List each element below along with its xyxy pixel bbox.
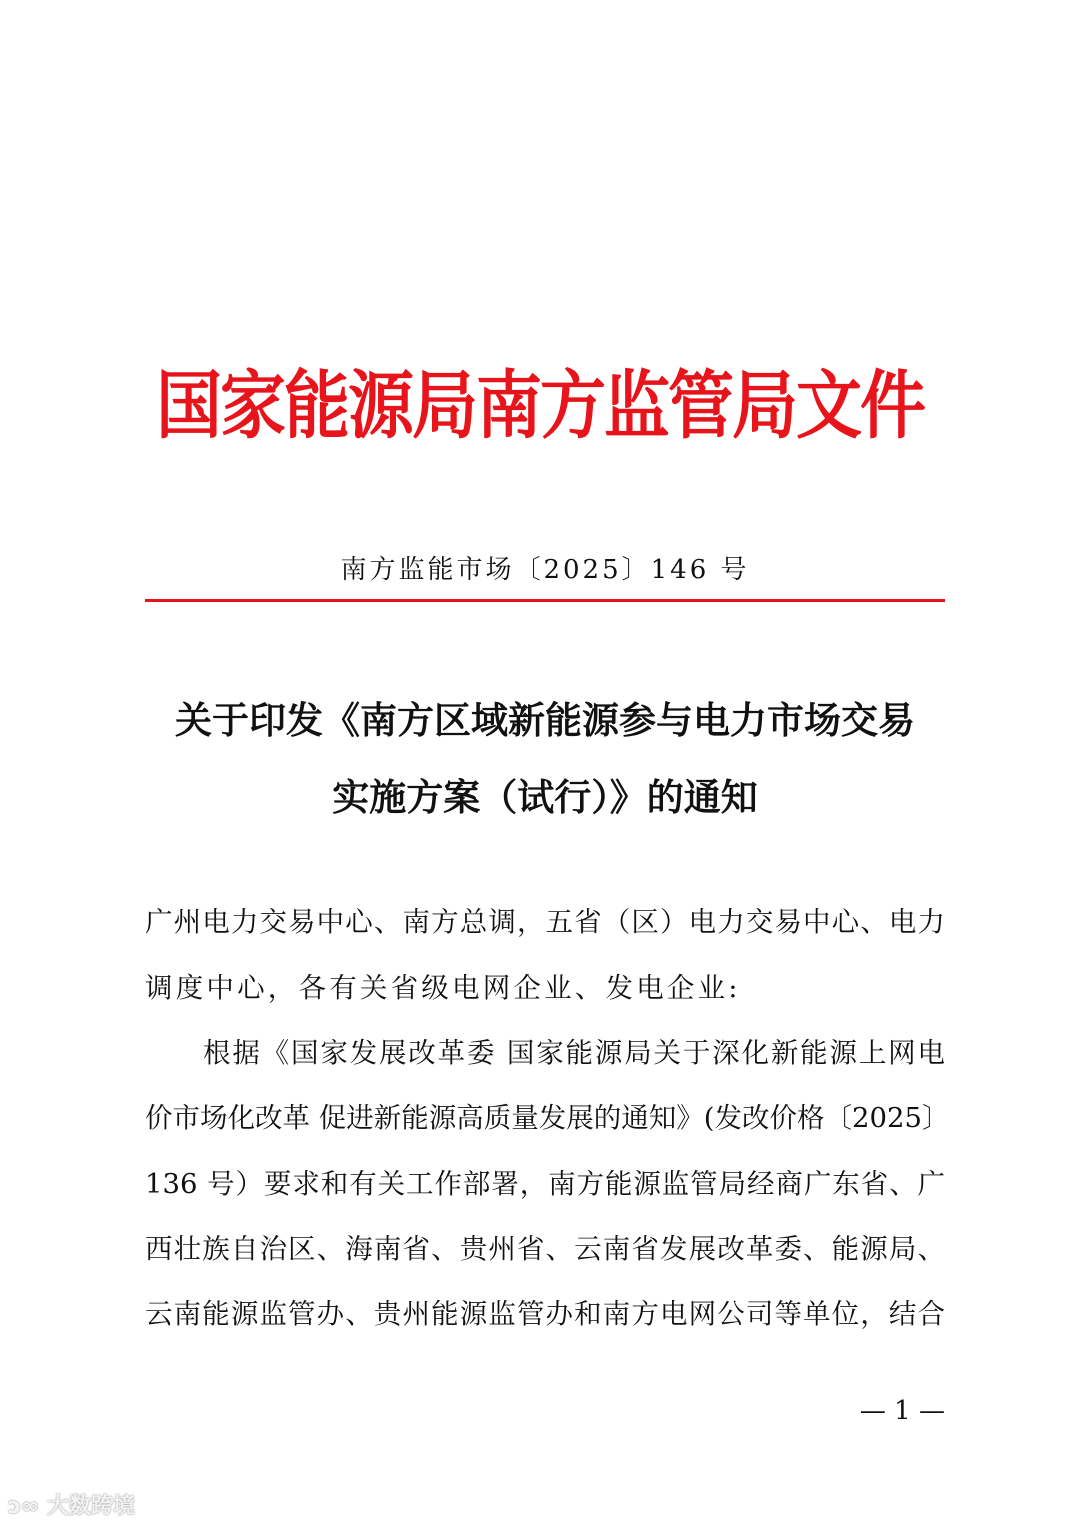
document-title-line-2: 实施方案（试行）》的通知 [332, 775, 758, 819]
body-line: 根据《国家发展改革委 国家能源局关于深化新能源上网电 [203, 1037, 945, 1069]
body-line: 调度中心，各有关省级电网企业、发电企业: [145, 972, 741, 1004]
body-line: 云南能源监管办、贵州能源监管办和南方电网公司等单位，结合 [145, 1298, 945, 1330]
document-number: 南方监能市场〔2025〕146 号 [340, 555, 750, 585]
body-line: 广州电力交易中心、南方总调，五省（区）电力交易中心、电力 [145, 906, 945, 938]
page-number: — 1 — [859, 1396, 945, 1426]
body-line: 136 号）要求和有关工作部署，南方能源监管局经商广东省、广 [145, 1168, 945, 1200]
body-line: 价市场化改革 促进新能源高质量发展的通知》(发改价格〔2025〕 [145, 1102, 950, 1134]
body-line: 西壮族自治区、海南省、贵州省、云南省发展改革委、能源局、 [145, 1233, 945, 1265]
watermark-logo [8, 1492, 135, 1522]
document-title-line-1: 关于印发《南方区域新能源参与电力市场交易 [175, 698, 915, 742]
watermark-icon: ↄ∞ [8, 1494, 48, 1519]
watermark-text: 大数跨境 [47, 1494, 136, 1519]
red-divider-line [145, 599, 945, 602]
issuer-header-title: 国家能源局南方监管局文件 [156, 361, 924, 449]
